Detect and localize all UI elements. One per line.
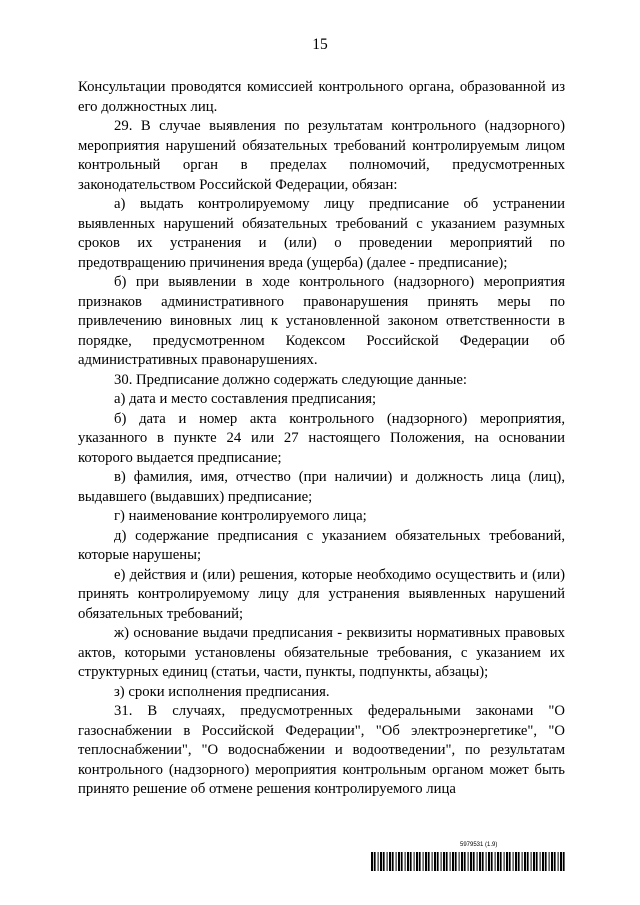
barcode-image xyxy=(371,852,566,871)
paragraph: б) дата и номер акта контрольного (надзорного) мероприятия, указанного в пункте 24 или 27 настоящего Положения, на основании которого выдается предписание; xyxy=(78,410,565,466)
paragraph: ж) основание выдачи предписания - реквизиты нормативных правовых актов, которыми установлены обязательные требования, с указанием их структурных единиц (статьи, части, пункты, подпункты, абзацы); xyxy=(78,625,565,680)
paragraph: Консультации проводятся комиссией контрольного органа, образованной из его должностных лиц. xyxy=(78,79,565,115)
paragraph: е) действия и (или) решения, которые необходимо осуществить и (или) принять контролируемому лицу для устранения выявленных нарушений обязательных требований; xyxy=(78,566,565,622)
paragraph: г) наименование контролируемого лица; xyxy=(114,508,367,524)
paragraph: д) содержание предписания с указанием обязательных требований, которые нарушены; xyxy=(78,527,565,563)
paragraph: 30. Предписание должно содержать следующие данные: xyxy=(114,371,467,388)
paragraph: а) выдать контролируемому лицу предписание об устранении выявленных нарушений обязательных требований с указанием разумных сроков их устранения и (или) о проведении мероприятий по предотвращению причинения вреда (ущерба) (далее - предписание); xyxy=(78,196,565,271)
paragraph: 29. В случае выявления по результатам контрольного (надзорного) мероприятия нарушений обязательных требований контролируемым лицом контрольный орган в пределах полномочий, предусмотренных законодательством Российской Федерации, обязан: xyxy=(78,118,565,193)
paragraph: з) сроки исполнения предписания. xyxy=(114,683,330,700)
paragraph: б) при выявлении в ходе контрольного (надзорного) мероприятия признаков административного правонарушения принять меры по привлечению виновных лиц к установленной законом ответственности в порядке, предусмотренном Кодексом Российской Федерации об административных правонарушениях. xyxy=(78,274,565,368)
paragraph: а) дата и место составления предписания; xyxy=(114,391,377,407)
page-number: 15 xyxy=(312,36,328,53)
paragraph: 31. В случаях, предусмотренных федеральными законами "О газоснабжении в Российской Федерации", "Об электроэнергетике", "О теплоснабжении", "О водоснабжении и водоотведении", по результатам контрольного (надзорного) мероприятия контрольным органом может быть принято решение об отмене решения контролируемого лица xyxy=(78,703,565,797)
document-body xyxy=(78,78,565,800)
paragraph: в) фамилия, имя, отчество (при наличии) и должность лица (лиц), выдавшего (выдавших) предписание; xyxy=(78,469,565,505)
document-code: 5979531 (1.9) xyxy=(460,842,498,848)
